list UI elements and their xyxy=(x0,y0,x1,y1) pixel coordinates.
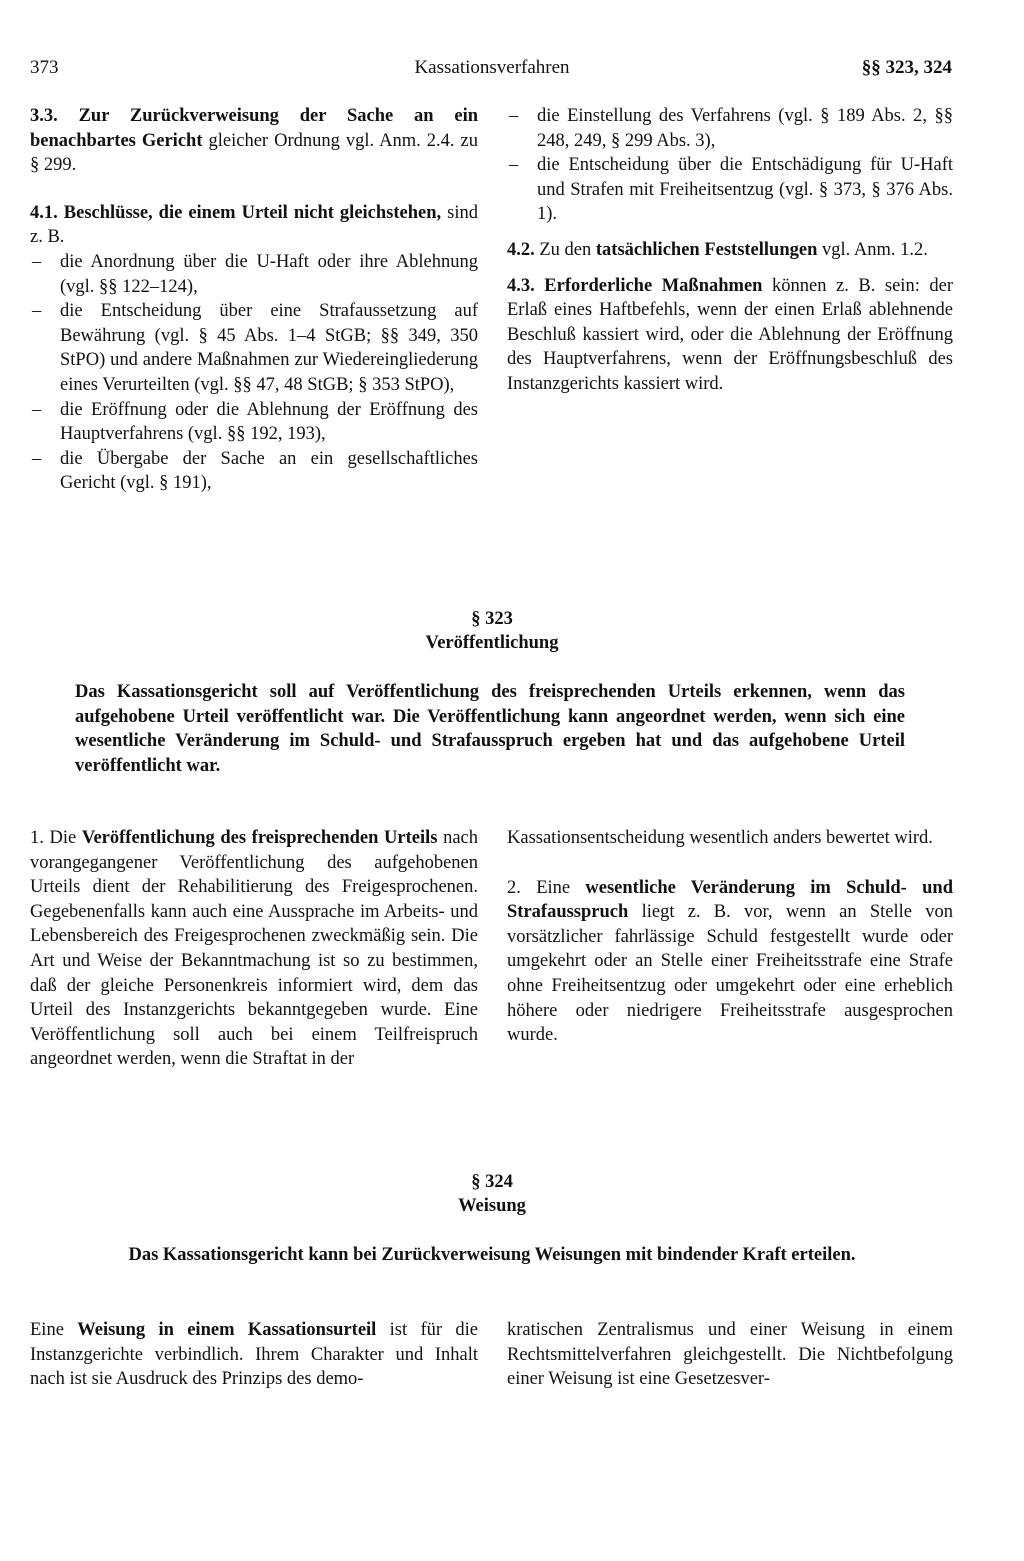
commentary-text: Eine xyxy=(536,877,571,898)
list-item: – die Entscheidung über die Entschädigung für U-Haft und Strafen mit Freiheitsentzug (vgl. § 373, § 376 Abs. 1). xyxy=(507,153,953,227)
section-323-commentary-right xyxy=(507,826,953,1048)
annotation-number: 4.2. xyxy=(507,239,535,260)
annotation-keyword: Erforderliche Maßnahmen xyxy=(544,275,763,296)
top-left-column xyxy=(30,104,478,496)
section-324-number: § 324 xyxy=(471,1172,513,1192)
commentary-text: Die xyxy=(49,828,77,848)
list-item: – die Anordnung über die U-Haft oder ihre Ablehnung (vgl. §§ 122–124), xyxy=(30,250,478,299)
annotation-text: gleicher Ordnung vgl. Anm. 2.4. zu § 299. xyxy=(30,130,478,176)
top-right-column xyxy=(507,104,953,397)
section-323-commentary-left xyxy=(30,826,478,1072)
section-324-title: Weisung xyxy=(458,1196,526,1216)
commentary-text: ist für die Instanzgerichte verbindlich. Ihrem Charakter und Inhalt nach ist sie Ausdruck des Prinzips des demo- xyxy=(30,1320,478,1390)
annotation-3-3 xyxy=(30,104,478,178)
commentary-number: 2. xyxy=(507,877,521,898)
list-item: – die Einstellung des Verfahrens (vgl. § 189 Abs. 2, §§ 248, 249, § 299 Abs. 3), xyxy=(507,104,953,153)
list-item: – die Eröffnung oder die Ablehnung der Eröffnung des Hauptverfahrens (vgl. §§ 192, 193), xyxy=(30,398,478,447)
section-323-title: Veröffentlichung xyxy=(425,633,559,653)
commentary-text: nach vorangegangener Veröffentlichung des aufgehobenen Urteils dient der Rehabilitierung des Freigesprochenen. Gegebenenfalls kann auch eine Aussprache im Arbeits- und Lebensbereich des Freigesprochenen zweckmäßig sein. Die Art und Weise der Bekanntmachung ist so zu bestimmen, daß der gleiche Personenkreis informiert wird, dem das Urteil des Instanzgerichts bekanntgegeben wurde. Eine Veröffentlichung soll auch bei einem Teilfreispruch angeordnet werden, wenn die Straftat in der xyxy=(30,828,478,1070)
commentary-keyword: wesentliche Veränderung im Schuld- und Strafausspruch xyxy=(507,877,953,923)
annotation-4-1 xyxy=(30,201,478,250)
running-title: Kassationsverfahren xyxy=(414,57,570,78)
commentary xyxy=(30,1318,478,1392)
commentary-keyword: Veröffentlichung des freisprechenden Urteils xyxy=(81,828,438,848)
page-number: 373 xyxy=(30,57,59,78)
annotation-text: vgl. Anm. 1.2. xyxy=(822,239,928,260)
annotation-4-3 xyxy=(507,274,953,397)
list-item: – die Entscheidung über eine Strafaussetzung auf Bewährung (vgl. § 45 Abs. 1–4 StGB; §§ 349, 350 StPO) und andere Maßnahmen zur Wiedereingliederung eines Verurteilten (vgl. §§ 47, 48 StGB; § 353 StPO), xyxy=(30,299,478,397)
annotation-text: sind z. B. xyxy=(30,202,479,248)
annotation-number: 3.3. xyxy=(30,106,58,126)
annotation-number: 4.3. xyxy=(507,275,535,296)
annotation-keyword: tatsächlichen Feststellungen xyxy=(595,239,818,260)
section-323-number: § 323 xyxy=(471,609,513,629)
list-item: – die Übergabe der Sache an ein gesellschaftliches Gericht (vgl. § 191), xyxy=(30,447,478,496)
commentary-text: liegt z. B. vor, wenn an Stelle von vorsätzlicher fahrlässige Schuld festgestellt wurde oder umgekehrt oder an Stelle einer Freiheitsstrafe eine Strafe ohne Freiheitsentzug oder umgekehrt oder eine erheblich höhere oder niedrigere Freiheitsstrafe ausgesprochen wurde. xyxy=(507,902,954,1046)
annotation-keyword: Beschlüsse, die einem Urteil nicht gleichstehen, xyxy=(63,202,442,223)
commentary-2 xyxy=(507,876,953,1048)
commentary-number: 1. xyxy=(30,828,44,848)
annotation-keyword: Zur Zurückverweisung der Sache an ein benachbartes Gericht xyxy=(30,106,479,151)
annotation-text: können z. B. sein: der Erlaß eines Haftbefehls, wenn der einen Erlaß ablehnende Beschluß kassiert wird, oder die Ablehnung der Eröffnung des Hauptverfahrens, wenn der Eröffnungsbeschluß des Instanzgerichts kassiert wird. xyxy=(507,275,953,394)
annotation-text: Zu den xyxy=(539,239,592,260)
annotation-number: 4.1. xyxy=(30,202,58,223)
commentary-1-continued: Kassationsentscheidung wesentlich anders bewertet wird. xyxy=(507,828,933,848)
section-324-law-text: Das Kassationsgericht kann bei Zurückverweisung Weisungen mit bindender Kraft erteilen. xyxy=(128,1245,856,1265)
paragraph-reference: §§ 323, 324 xyxy=(861,57,952,78)
commentary-1 xyxy=(30,826,478,1072)
commentary-text: Eine xyxy=(30,1320,64,1340)
section-324-commentary-right xyxy=(507,1318,953,1392)
section-324-commentary-left xyxy=(30,1318,478,1392)
commentary-continued: kratischen Zentralismus und einer Weisung in einem Rechtsmittelverfahren gleichgestellt. Die Nichtbefolgung einer Weisung ist eine Gesetzesver- xyxy=(507,1320,953,1390)
annotation-4-2 xyxy=(507,238,953,263)
section-323-law-text: Das Kassationsgericht soll auf Veröffentlichung des freisprechenden Urteils erkennen, wenn das aufgehobene Urteil veröffentlicht war. Die Veröffentlichung kann angeordnet werden, wenn sich eine wesentliche Veränderung im Schuld- und Strafausspruch ergeben hat und das aufgehobene Urteil veröffentlicht war. xyxy=(75,682,905,776)
commentary-keyword: Weisung in einem Kassationsurteil xyxy=(77,1320,377,1340)
